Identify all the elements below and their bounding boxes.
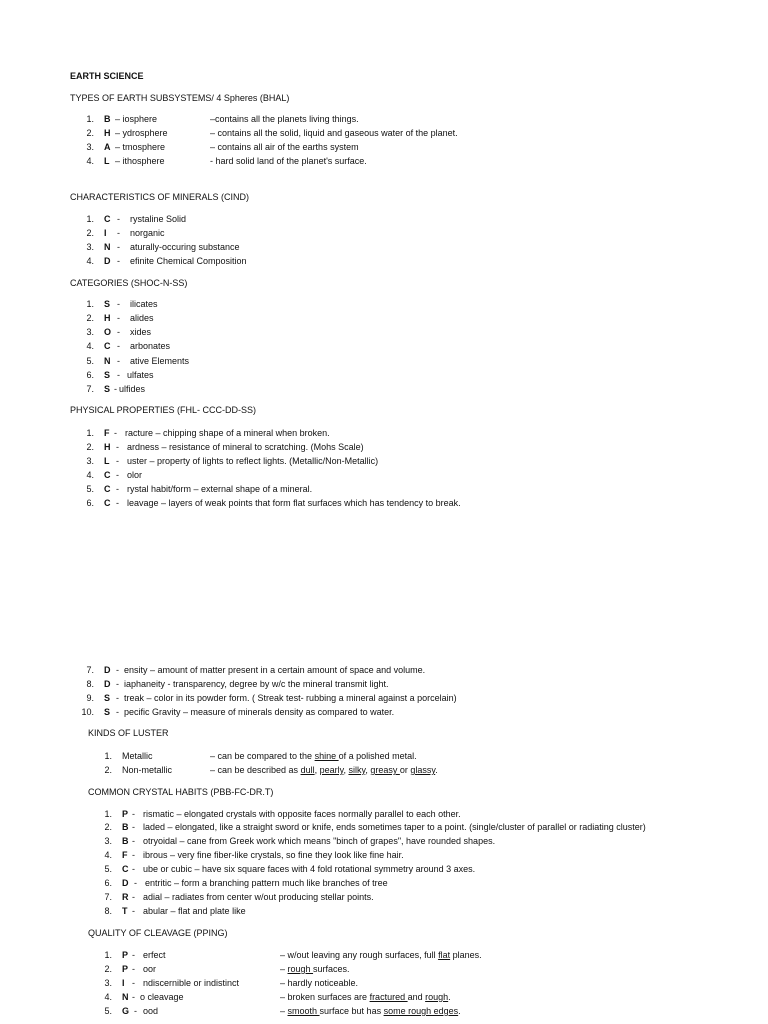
section-heading-categories: CATEGORIES (SHOC-N-SS) — [70, 278, 188, 288]
section-heading-characteristics: CHARACTERISTICS OF MINERALS (CIND) — [70, 192, 250, 202]
section-heading-cleavage: QUALITY OF CLEAVAGE (PPING) — [88, 928, 228, 938]
section-heading-subsystems: TYPES OF EARTH SUBSYSTEMS/ 4 Spheres (BHAL) — [70, 93, 290, 103]
section-heading-luster: KINDS OF LUSTER — [88, 728, 169, 738]
document-title: EARTH SCIENCE — [70, 71, 144, 81]
section-heading-physical-properties: PHYSICAL PROPERTIES (FHL- CCC-DD-SS) — [70, 405, 257, 415]
section-heading-crystal-habits: COMMON CRYSTAL HABITS (PBB-FC-DR.T) — [88, 787, 274, 797]
